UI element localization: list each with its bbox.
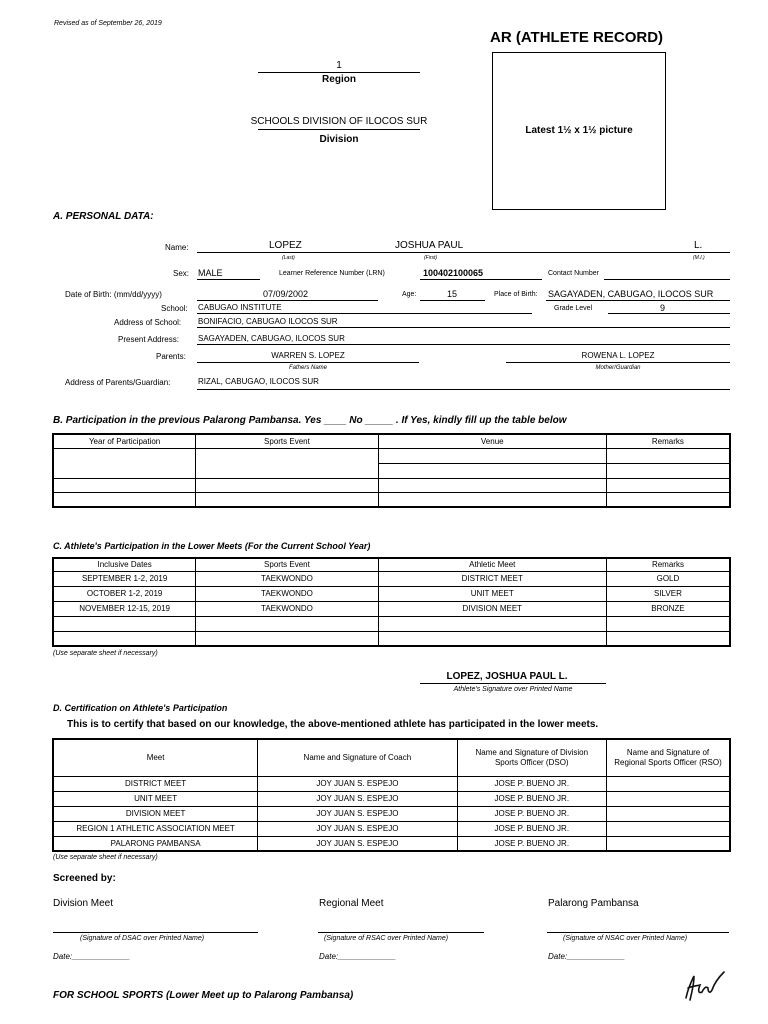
age-label: Age: [402,291,417,298]
nsac-date: Date:_____________ [548,952,625,961]
header-meet: Meet [53,739,258,776]
header-sports-event: Sports Event [196,558,378,571]
header-year: Year of Participation [53,434,196,448]
cell-dso: JOSE P. BUENO JR. [457,806,606,821]
form-title: AR (ATHLETE RECORD) [490,29,664,46]
age-value: 15 [447,289,458,299]
header-rso: Name and Signature of Regional Sports Officer (RSO) [607,739,730,776]
lower-meets-table [52,557,731,647]
header-remarks: Remarks [606,434,730,448]
cell-meet: REGION 1 ATHLETIC ASSOCIATION MEET [53,821,258,836]
parents-label: Parents: [156,352,186,361]
cell-date: OCTOBER 1-2, 2019 [53,586,196,601]
section-a-heading: A. PERSONAL DATA: [53,211,154,222]
palarong-pambansa-label: Palarong Pambansa [548,898,639,909]
table-row [53,571,730,586]
father-caption: Fathers Name [288,365,327,371]
table-row [53,821,730,836]
section-d-heading: D. Certification on Athlete's Participation [53,703,228,713]
handwritten-signature [680,968,728,1004]
athlete-signature-caption: Athlete's Signature over Printed Name [453,686,573,693]
certification-statement: This is to certify that based on our knowledge, the above-mentioned athlete has participated in the lower meets. [67,719,599,730]
cell-rso [607,836,730,851]
header-athletic-meet: Athletic Meet [378,558,606,571]
header-sports-event: Sports Event [196,434,378,448]
header-venue: Venue [378,434,606,448]
lrn-label: Learner Reference Number (LRN) [279,270,385,277]
cell-meet: DISTRICT MEET [53,776,258,791]
photo-caption: Latest 1½ x 1½ picture [525,125,633,136]
cell-dso: JOSE P. BUENO JR. [457,821,606,836]
school-value: CABUGAO INSTITUTE [198,303,282,312]
father-name: WARREN S. LOPEZ [271,351,345,360]
region-label: Region [322,74,356,85]
table-row [53,806,730,821]
header-remarks: Remarks [606,558,730,571]
first-caption: (First) [424,255,438,261]
cell-meet: PALARONG PAMBANSA [53,836,258,851]
cell-event: TAEKWONDO [196,601,378,616]
cell-meet: DIVISION MEET [378,601,606,616]
division-label: Division [319,134,359,145]
table-row [53,601,730,616]
cell-meet: DIVISION MEET [53,806,258,821]
last-name: LOPEZ [269,240,302,251]
present-address-value: SAGAYADEN, CABUGAO, ILOCOS SUR [198,334,345,343]
cell-rso [607,791,730,806]
table-row [53,836,730,851]
cell-coach: JOY JUAN S. ESPEJO [258,776,457,791]
mi-caption: (M.I.) [693,255,705,261]
section-c-note: (Use separate sheet if necessary) [53,650,158,657]
footer-text: FOR SCHOOL SPORTS (Lower Meet up to Palarong Pambansa) [53,990,354,1001]
cell-coach: JOY JUAN S. ESPEJO [258,791,457,806]
cell-date: NOVEMBER 12-15, 2019 [53,601,196,616]
screened-by-heading: Screened by: [53,873,116,884]
table-row [53,791,730,806]
cell-event: TAEKWONDO [196,586,378,601]
cell-meet: DISTRICT MEET [378,571,606,586]
dob-value: 07/09/2002 [263,289,309,299]
cell-remarks: SILVER [606,586,730,601]
cell-remarks: GOLD [606,571,730,586]
rsac-caption: (Signature of RSAC over Printed Name) [324,935,449,942]
school-address-label: Address of School: [114,318,182,327]
mother-name: ROWENA L. LOPEZ [581,351,655,360]
cell-meet: UNIT MEET [378,586,606,601]
nsac-caption: (Signature of NSAC over Printed Name) [563,935,688,942]
pob-value: SAGAYADEN, CABUGAO, ILOCOS SUR [548,289,714,299]
palarong-table [52,433,731,508]
section-c-heading: C. Athlete's Participation in the Lower Meets (For the Current School Year) [53,541,371,551]
cell-remarks: BRONZE [606,601,730,616]
cell-coach: JOY JUAN S. ESPEJO [258,806,457,821]
header-dates: Inclusive Dates [53,558,196,571]
middle-initial: L. [694,240,703,251]
present-address-label: Present Address: [118,335,179,344]
sex-label: Sex: [173,269,190,278]
last-caption: (Last) [282,255,295,261]
parents-address-value: RIZAL, CABUGAO, ILOCOS SUR [198,377,319,386]
athlete-printed-name: LOPEZ, JOSHUA PAUL L. [446,671,568,682]
table-row [53,776,730,791]
cell-rso [607,806,730,821]
first-name: JOSHUA PAUL [395,240,464,251]
table-row [53,586,730,601]
revision-note: Revised as of September 26, 2019 [54,20,162,27]
photo-box [492,52,666,210]
regional-meet-label: Regional Meet [319,898,384,909]
cell-dso: JOSE P. BUENO JR. [457,791,606,806]
pob-label: Place of Birth: [494,291,538,298]
cell-meet: UNIT MEET [53,791,258,806]
dsac-caption: (Signature of DSAC over Printed Name) [80,935,205,942]
contact-label: Contact Number [548,270,599,277]
school-label: School: [161,304,188,313]
lrn-value: 100402100065 [423,268,484,278]
cell-rso [607,776,730,791]
name-label: Name: [165,243,189,252]
cell-event: TAEKWONDO [196,571,378,586]
parents-address-label: Address of Parents/Guardian: [65,378,171,387]
header-dso: Name and Signature of Division Sports Officer (DSO) [457,739,606,776]
division-value: SCHOOLS DIVISION OF ILOCOS SUR [250,116,428,127]
dsac-date: Date:_____________ [53,952,130,961]
sex-value: MALE [198,268,223,278]
rsac-date: Date:_____________ [319,952,396,961]
grade-value: 9 [660,303,666,313]
cell-date: SEPTEMBER 1-2, 2019 [53,571,196,586]
cell-coach: JOY JUAN S. ESPEJO [258,821,457,836]
division-meet-label: Division Meet [53,898,114,909]
section-b-heading: B. Participation in the previous Palarong Pambansa. Yes ____ No _____ . If Yes, kindly fill up the table below [53,415,567,426]
dob-label: Date of Birth: (mm/dd/yyyy) [65,290,162,299]
school-address-value: BONIFACIO, CABUGAO ILOCOS SUR [198,317,338,326]
certification-table [52,738,731,852]
mother-caption: Mother/Guardian [595,365,641,371]
cell-coach: JOY JUAN S. ESPEJO [258,836,457,851]
cell-dso: JOSE P. BUENO JR. [457,776,606,791]
cell-rso [607,821,730,836]
grade-label: Grade Level [554,305,593,312]
section-d-note: (Use separate sheet if necessary) [53,854,158,861]
cell-dso: JOSE P. BUENO JR. [457,836,606,851]
header-coach: Name and Signature of Coach [258,739,457,776]
region-value: 1 [336,60,342,71]
